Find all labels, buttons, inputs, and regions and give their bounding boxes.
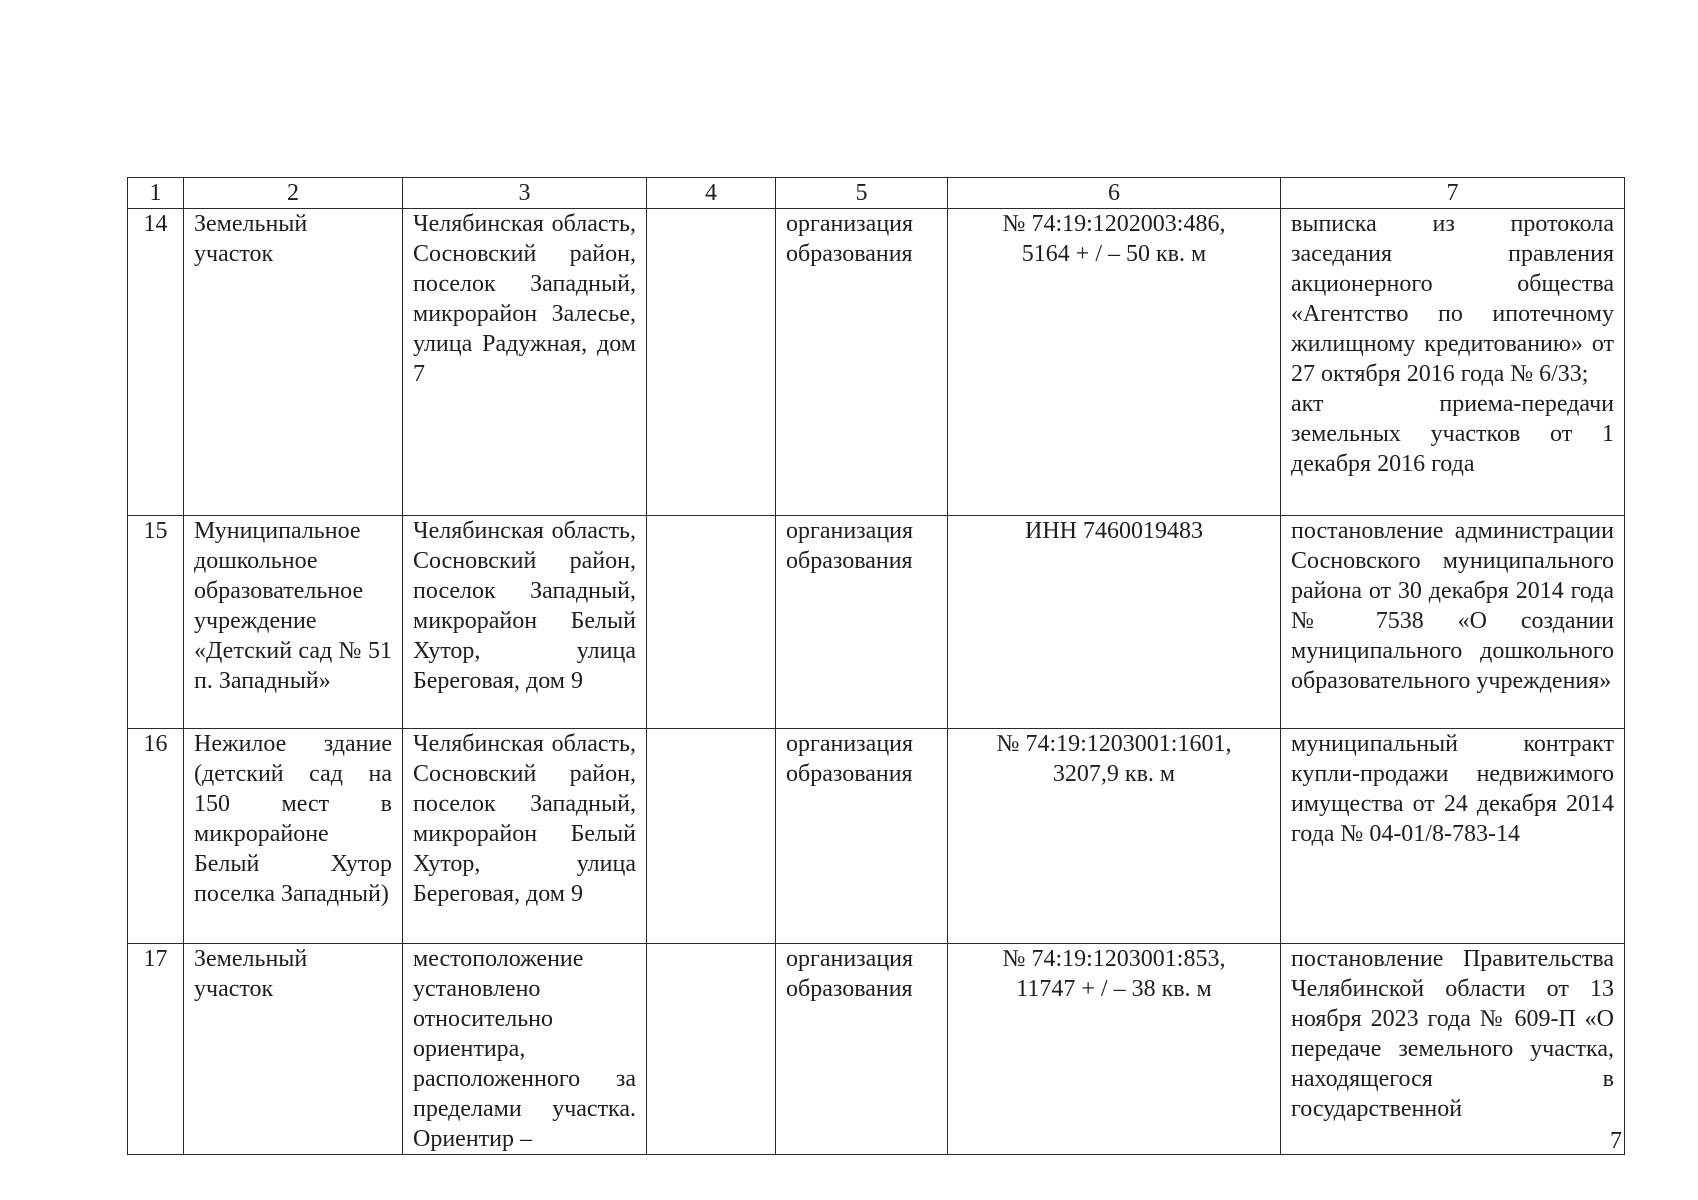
- object-purpose: организация образования: [776, 944, 948, 1155]
- property-register-table: [127, 177, 1625, 1155]
- object-address: Челябинская область, Сосновский район, поселок Западный, микрорайон Залесье, улица Радужная, дом 7: [403, 209, 647, 516]
- object-name: Земельный участок: [184, 209, 403, 516]
- table-row: [128, 209, 1625, 516]
- page-number: 7: [1610, 1128, 1622, 1154]
- object-address: Челябинская область, Сосновский район, поселок Западный, микрорайон Белый Хутор, улица Береговая, дом 9: [403, 729, 647, 944]
- column-number-row: [128, 178, 1625, 209]
- column-4-cell: [647, 516, 776, 729]
- object-name: Земельный участок: [184, 944, 403, 1155]
- column-number: 1: [128, 178, 184, 209]
- row-number: 16: [128, 729, 184, 944]
- ownership-basis: выписка из протокола заседания правления акционерного общества «Агентство по ипотечному жилищному кредитованию» от 27 октября 2016 года № 6/33; акт приема-передачи земельных участков от 1 декабря 2016 года: [1291, 211, 1614, 477]
- object-address: Челябинская область, Сосновский район, поселок Западный, микрорайон Белый Хутор, улица Береговая, дом 9: [403, 516, 647, 729]
- row-number: 17: [128, 944, 184, 1155]
- object-identifier: № 74:19:1203001:853, 11747 + / – 38 кв. м: [1002, 946, 1226, 1002]
- table-row: [128, 729, 1625, 944]
- row-number: 15: [128, 516, 184, 729]
- column-number: 2: [184, 178, 403, 209]
- column-number: 7: [1281, 178, 1625, 209]
- column-number: 5: [776, 178, 948, 209]
- object-identifier: № 74:19:1203001:1601, 3207,9 кв. м: [996, 731, 1232, 787]
- column-number: 6: [948, 178, 1281, 209]
- table-row: [128, 516, 1625, 729]
- object-identifier: № 74:19:1202003:486, 5164 + / – 50 кв. м: [1002, 211, 1226, 267]
- column-4-cell: [647, 729, 776, 944]
- ownership-basis: постановление администрации Сосновского муниципального района от 30 декабря 2014 года № 7538 «О создании муниципального дошкольного образовательного учреждения»: [1291, 518, 1614, 694]
- object-name: Нежилое здание (детский сад на 150 мест в микрорайоне Белый Хутор поселка Западный): [184, 729, 403, 944]
- object-purpose: организация образования: [776, 729, 948, 944]
- object-identifier: ИНН 7460019483: [1025, 518, 1203, 544]
- object-name: Муниципальное дошкольное образовательное учреждение «Детский сад № 51 п. Западный»: [184, 516, 403, 729]
- row-number: 14: [128, 209, 184, 516]
- object-purpose: организация образования: [776, 516, 948, 729]
- table-row: [128, 944, 1625, 1155]
- column-number: 3: [403, 178, 647, 209]
- object-address: местоположение установлено относительно ориентира, расположенного за пределами участка. Ориентир –: [403, 944, 647, 1155]
- ownership-basis: постановление Правительства Челябинской области от 13 ноября 2023 года № 609-П «О передаче земельного участка, находящегося в государственной: [1291, 946, 1614, 1122]
- object-purpose: организация образования: [776, 209, 948, 516]
- column-4-cell: [647, 209, 776, 516]
- ownership-basis: муниципальный контракт купли-продажи недвижимого имущества от 24 декабря 2014 года № 04-01/8-783-14: [1291, 731, 1614, 847]
- column-number: 4: [647, 178, 776, 209]
- column-4-cell: [647, 944, 776, 1155]
